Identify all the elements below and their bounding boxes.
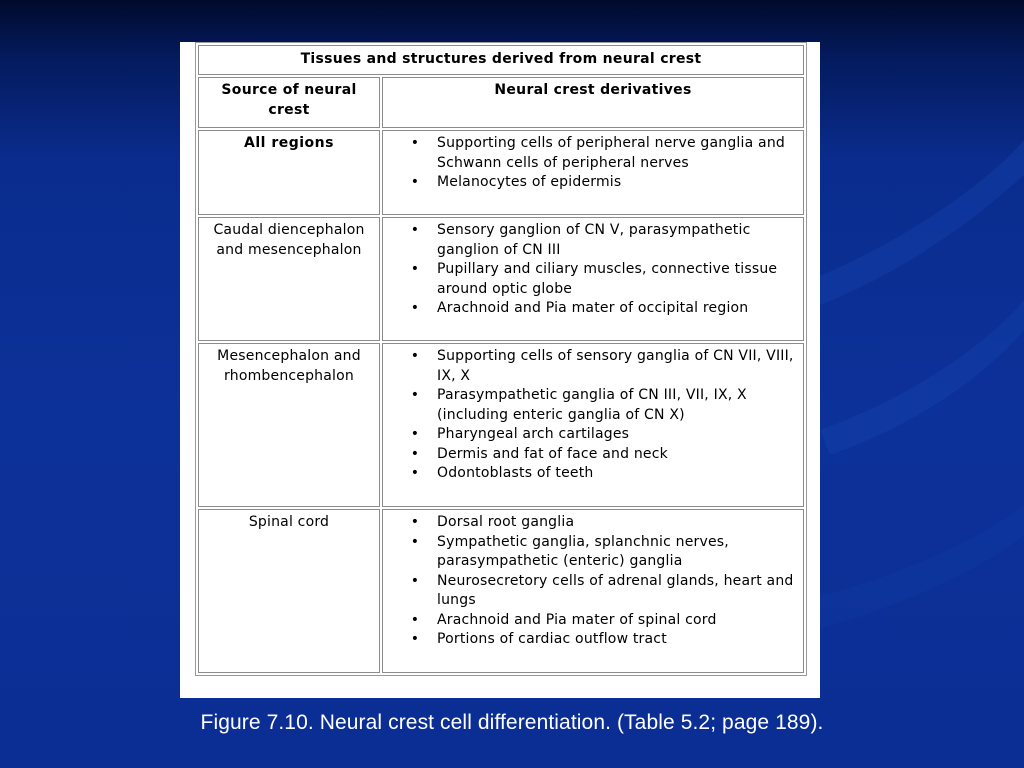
list-item <box>410 464 803 484</box>
table-row <box>198 509 804 673</box>
bullet-icon: • <box>410 300 420 316</box>
list-item <box>410 572 803 611</box>
list-item-text: Pupillary and ciliary muscles, connective tissue around optic globe <box>437 261 778 297</box>
bullet-icon: • <box>410 222 420 238</box>
list-item-text: Pharyngeal arch cartilages <box>437 426 630 442</box>
row-source: Mesencephalon and rhombencephalon <box>198 343 380 507</box>
list-item-text: Dermis and fat of face and neck <box>437 445 668 462</box>
derivatives-list <box>383 347 803 484</box>
list-item-text: Supporting cells of peripheral nerve ganglia and Schwann cells of peripheral nerves <box>437 135 785 171</box>
list-item-text: Portions of cardiac outflow tract <box>437 631 667 647</box>
derivatives-list <box>383 134 803 193</box>
row-source: Spinal cord <box>198 509 380 673</box>
list-item <box>410 425 803 445</box>
list-item <box>410 134 803 173</box>
list-item-text: Sensory ganglion of CN V, parasympathetic ganglion of CN III <box>437 222 751 258</box>
bullet-icon: • <box>410 348 420 364</box>
list-item <box>410 513 803 533</box>
bullet-icon: • <box>410 174 420 190</box>
bullet-icon: • <box>410 426 420 442</box>
list-item <box>410 347 803 386</box>
list-item <box>410 299 803 319</box>
bullet-icon: • <box>410 445 420 462</box>
bullet-icon: • <box>410 631 420 647</box>
list-item <box>410 533 803 572</box>
derivatives-list <box>383 513 803 650</box>
bullet-icon: • <box>410 514 420 530</box>
row-derivatives <box>382 343 804 507</box>
list-item <box>410 630 803 650</box>
bullet-icon: • <box>410 261 420 277</box>
bullet-icon: • <box>410 387 420 403</box>
list-item <box>410 260 803 299</box>
row-source: All regions <box>198 130 380 215</box>
list-item <box>410 611 803 631</box>
list-item <box>410 221 803 260</box>
list-item <box>410 386 803 425</box>
list-item <box>410 173 803 193</box>
column-header-derivatives: Neural crest derivatives <box>382 77 804 128</box>
bullet-icon: • <box>410 465 420 481</box>
bullet-icon: • <box>410 572 420 589</box>
list-item-text: Dorsal root ganglia <box>437 514 575 530</box>
row-source: Caudal diencephalon and mesencephalon <box>198 217 380 341</box>
column-header-source: Source of neural crest <box>198 77 380 128</box>
list-item-text: Sympathetic ganglia, splanchnic nerves, parasympathetic (enteric) ganglia <box>437 533 729 569</box>
list-item <box>410 445 803 465</box>
row-derivatives <box>382 130 804 215</box>
list-item-text: Arachnoid and Pia mater of spinal cord <box>437 611 717 628</box>
bullet-icon: • <box>410 135 420 151</box>
list-item-text: Parasympathetic ganglia of CN III, VII, IX, X (including enteric ganglia of CN X) <box>437 387 747 423</box>
bullet-icon: • <box>410 533 420 550</box>
list-item-text: Supporting cells of sensory ganglia of CN VII, VIII, IX, X <box>437 348 794 384</box>
neural-crest-table <box>195 42 807 676</box>
table-row <box>198 217 804 341</box>
list-item-text: Melanocytes of epidermis <box>437 174 622 190</box>
row-derivatives <box>382 509 804 673</box>
figure-caption: Figure 7.10. Neural crest cell differentiation. (Table 5.2; page 189). <box>200 711 824 734</box>
row-derivatives <box>382 217 804 341</box>
table-row <box>198 130 804 215</box>
table-title: Tissues and structures derived from neural crest <box>198 45 804 75</box>
derivatives-list <box>383 221 803 319</box>
table-row <box>198 343 804 507</box>
bullet-icon: • <box>410 611 420 628</box>
list-item-text: Odontoblasts of teeth <box>437 465 594 481</box>
table-figure <box>180 42 820 698</box>
list-item-text: Arachnoid and Pia mater of occipital region <box>437 300 749 316</box>
list-item-text: Neurosecretory cells of adrenal glands, heart and lungs <box>437 572 794 608</box>
